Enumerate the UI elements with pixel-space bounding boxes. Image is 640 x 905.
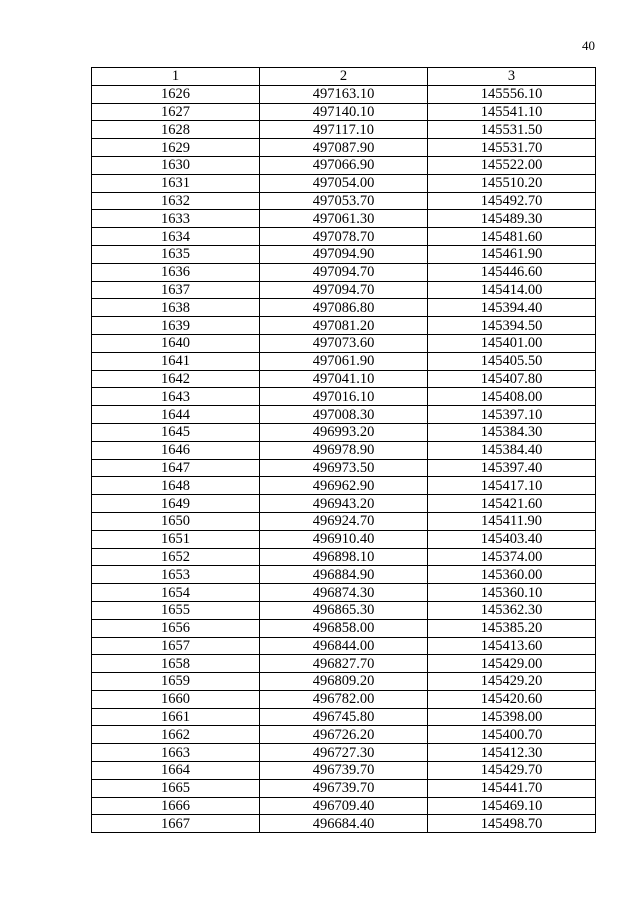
coordinates-table — [91, 67, 596, 833]
table-cell-col-2: 496910.40 — [260, 530, 428, 548]
column-header-2: 2 — [260, 68, 428, 86]
table-row — [92, 245, 596, 263]
table-cell-col-1: 1660 — [92, 690, 260, 708]
table-cell-col-2: 497073.60 — [260, 334, 428, 352]
table-cell-col-1: 1639 — [92, 317, 260, 335]
table-cell-col-1: 1658 — [92, 655, 260, 673]
table-cell-col-3: 145407.80 — [428, 370, 596, 388]
table-cell-col-3: 145421.60 — [428, 495, 596, 513]
table-row — [92, 459, 596, 477]
table-row — [92, 85, 596, 103]
table-row — [92, 797, 596, 815]
table-cell-col-1: 1646 — [92, 441, 260, 459]
table-row — [92, 601, 596, 619]
table-cell-col-2: 496874.30 — [260, 584, 428, 602]
table-row — [92, 495, 596, 513]
table-cell-col-2: 497061.90 — [260, 352, 428, 370]
table-cell-col-2: 496978.90 — [260, 441, 428, 459]
table-cell-col-2: 496898.10 — [260, 548, 428, 566]
table-cell-col-2: 496809.20 — [260, 673, 428, 691]
table-cell-col-2: 497094.90 — [260, 245, 428, 263]
table-cell-col-3: 145401.00 — [428, 334, 596, 352]
table-row — [92, 334, 596, 352]
table-row — [92, 512, 596, 530]
table-cell-col-2: 497041.10 — [260, 370, 428, 388]
table-cell-col-1: 1647 — [92, 459, 260, 477]
table-row — [92, 708, 596, 726]
table-cell-col-3: 145360.10 — [428, 584, 596, 602]
table-cell-col-2: 497053.70 — [260, 192, 428, 210]
table-cell-col-2: 497094.70 — [260, 263, 428, 281]
table-cell-col-1: 1667 — [92, 815, 260, 833]
table-cell-col-1: 1662 — [92, 726, 260, 744]
table-cell-col-1: 1628 — [92, 121, 260, 139]
table-cell-col-3: 145417.10 — [428, 477, 596, 495]
table-cell-col-3: 145461.90 — [428, 245, 596, 263]
table-cell-col-1: 1657 — [92, 637, 260, 655]
table-cell-col-3: 145429.70 — [428, 762, 596, 780]
table-cell-col-1: 1663 — [92, 744, 260, 762]
table-cell-col-3: 145541.10 — [428, 103, 596, 121]
table-cell-col-3: 145556.10 — [428, 85, 596, 103]
table-cell-col-3: 145403.40 — [428, 530, 596, 548]
table-row — [92, 121, 596, 139]
table-cell-col-1: 1652 — [92, 548, 260, 566]
table-cell-col-1: 1648 — [92, 477, 260, 495]
table-cell-col-2: 496962.90 — [260, 477, 428, 495]
table-cell-col-3: 145531.70 — [428, 139, 596, 157]
table-row — [92, 228, 596, 246]
table-cell-col-3: 145405.50 — [428, 352, 596, 370]
page-number: 40 — [582, 38, 595, 53]
table-cell-col-2: 496709.40 — [260, 797, 428, 815]
table-cell-col-3: 145469.10 — [428, 797, 596, 815]
table-cell-col-3: 145408.00 — [428, 388, 596, 406]
table-cell-col-3: 145429.20 — [428, 673, 596, 691]
table-row — [92, 423, 596, 441]
table-row — [92, 174, 596, 192]
table-cell-col-1: 1638 — [92, 299, 260, 317]
table-cell-col-3: 145489.30 — [428, 210, 596, 228]
table-header-row — [92, 68, 596, 86]
table-cell-col-2: 496684.40 — [260, 815, 428, 833]
table-cell-col-2: 496943.20 — [260, 495, 428, 513]
table-cell-col-2: 497094.70 — [260, 281, 428, 299]
table-cell-col-1: 1666 — [92, 797, 260, 815]
table-row — [92, 762, 596, 780]
table-cell-col-1: 1636 — [92, 263, 260, 281]
table-row — [92, 673, 596, 691]
table-cell-col-3: 145384.40 — [428, 441, 596, 459]
table-row — [92, 779, 596, 797]
table-row — [92, 406, 596, 424]
table-cell-col-1: 1632 — [92, 192, 260, 210]
table-cell-col-3: 145362.30 — [428, 601, 596, 619]
table-cell-col-2: 497087.90 — [260, 139, 428, 157]
table-cell-col-2: 496782.00 — [260, 690, 428, 708]
table-row — [92, 388, 596, 406]
table-cell-col-2: 496865.30 — [260, 601, 428, 619]
table-cell-col-2: 497163.10 — [260, 85, 428, 103]
table-cell-col-3: 145360.00 — [428, 566, 596, 584]
table-cell-col-2: 496739.70 — [260, 779, 428, 797]
table-row — [92, 548, 596, 566]
table-cell-col-2: 496924.70 — [260, 512, 428, 530]
table-row — [92, 619, 596, 637]
table-cell-col-1: 1656 — [92, 619, 260, 637]
table-cell-col-1: 1665 — [92, 779, 260, 797]
table-cell-col-1: 1630 — [92, 156, 260, 174]
table-cell-col-1: 1643 — [92, 388, 260, 406]
table-row — [92, 156, 596, 174]
table-cell-col-2: 497081.20 — [260, 317, 428, 335]
table-cell-col-2: 497086.80 — [260, 299, 428, 317]
table-cell-col-1: 1626 — [92, 85, 260, 103]
table-cell-col-2: 496973.50 — [260, 459, 428, 477]
table-row — [92, 299, 596, 317]
table-cell-col-2: 496844.00 — [260, 637, 428, 655]
table-cell-col-3: 145400.70 — [428, 726, 596, 744]
table-row — [92, 815, 596, 833]
table-cell-col-1: 1631 — [92, 174, 260, 192]
table-cell-col-3: 145429.00 — [428, 655, 596, 673]
table-row — [92, 103, 596, 121]
table-cell-col-2: 497061.30 — [260, 210, 428, 228]
table-cell-col-3: 145531.50 — [428, 121, 596, 139]
table-row — [92, 637, 596, 655]
table-cell-col-3: 145522.00 — [428, 156, 596, 174]
table-cell-col-1: 1633 — [92, 210, 260, 228]
table-cell-col-1: 1637 — [92, 281, 260, 299]
table-cell-col-3: 145384.30 — [428, 423, 596, 441]
column-header-1: 1 — [92, 68, 260, 86]
table-cell-col-2: 496745.80 — [260, 708, 428, 726]
table-row — [92, 744, 596, 762]
table-cell-col-2: 497117.10 — [260, 121, 428, 139]
table-cell-col-2: 497140.10 — [260, 103, 428, 121]
table-row — [92, 441, 596, 459]
table-row — [92, 210, 596, 228]
table-cell-col-3: 145492.70 — [428, 192, 596, 210]
table-row — [92, 317, 596, 335]
table-cell-col-1: 1654 — [92, 584, 260, 602]
table-cell-col-3: 145446.60 — [428, 263, 596, 281]
table-cell-col-2: 496727.30 — [260, 744, 428, 762]
table-cell-col-2: 497016.10 — [260, 388, 428, 406]
table-cell-col-3: 145481.60 — [428, 228, 596, 246]
table-row — [92, 192, 596, 210]
table-cell-col-3: 145510.20 — [428, 174, 596, 192]
table-cell-col-1: 1650 — [92, 512, 260, 530]
table-cell-col-1: 1661 — [92, 708, 260, 726]
table-cell-col-3: 145374.00 — [428, 548, 596, 566]
table-cell-col-1: 1640 — [92, 334, 260, 352]
table-cell-col-3: 145412.30 — [428, 744, 596, 762]
table-cell-col-1: 1642 — [92, 370, 260, 388]
table-cell-col-3: 145413.60 — [428, 637, 596, 655]
table-row — [92, 655, 596, 673]
table-cell-col-2: 496739.70 — [260, 762, 428, 780]
table-cell-col-2: 496993.20 — [260, 423, 428, 441]
table-cell-col-1: 1645 — [92, 423, 260, 441]
table-cell-col-2: 496827.70 — [260, 655, 428, 673]
table-row — [92, 530, 596, 548]
table-row — [92, 584, 596, 602]
table-cell-col-3: 145385.20 — [428, 619, 596, 637]
table-cell-col-2: 497066.90 — [260, 156, 428, 174]
table-row — [92, 263, 596, 281]
table-cell-col-2: 497008.30 — [260, 406, 428, 424]
table-cell-col-2: 497078.70 — [260, 228, 428, 246]
table-cell-col-1: 1653 — [92, 566, 260, 584]
table-cell-col-3: 145398.00 — [428, 708, 596, 726]
table-cell-col-3: 145411.90 — [428, 512, 596, 530]
table-row — [92, 726, 596, 744]
table-cell-col-1: 1649 — [92, 495, 260, 513]
table-cell-col-2: 496858.00 — [260, 619, 428, 637]
table-cell-col-1: 1634 — [92, 228, 260, 246]
table-row — [92, 352, 596, 370]
table-cell-col-2: 496726.20 — [260, 726, 428, 744]
table-cell-col-1: 1664 — [92, 762, 260, 780]
table-cell-col-1: 1641 — [92, 352, 260, 370]
table-body — [92, 85, 596, 832]
table-cell-col-3: 145441.70 — [428, 779, 596, 797]
table-cell-col-3: 145498.70 — [428, 815, 596, 833]
table-row — [92, 281, 596, 299]
table-cell-col-3: 145397.40 — [428, 459, 596, 477]
table-row — [92, 370, 596, 388]
table-cell-col-2: 496884.90 — [260, 566, 428, 584]
column-header-3: 3 — [428, 68, 596, 86]
table-cell-col-1: 1629 — [92, 139, 260, 157]
table-cell-col-1: 1644 — [92, 406, 260, 424]
table-cell-col-3: 145394.40 — [428, 299, 596, 317]
table-cell-col-3: 145394.50 — [428, 317, 596, 335]
table-cell-col-1: 1627 — [92, 103, 260, 121]
table-row — [92, 477, 596, 495]
table-row — [92, 566, 596, 584]
table-cell-col-3: 145397.10 — [428, 406, 596, 424]
table-row — [92, 139, 596, 157]
table-cell-col-3: 145420.60 — [428, 690, 596, 708]
table-cell-col-1: 1659 — [92, 673, 260, 691]
table-cell-col-2: 497054.00 — [260, 174, 428, 192]
table-cell-col-1: 1655 — [92, 601, 260, 619]
table-cell-col-1: 1635 — [92, 245, 260, 263]
table-row — [92, 690, 596, 708]
table-cell-col-3: 145414.00 — [428, 281, 596, 299]
table-cell-col-1: 1651 — [92, 530, 260, 548]
